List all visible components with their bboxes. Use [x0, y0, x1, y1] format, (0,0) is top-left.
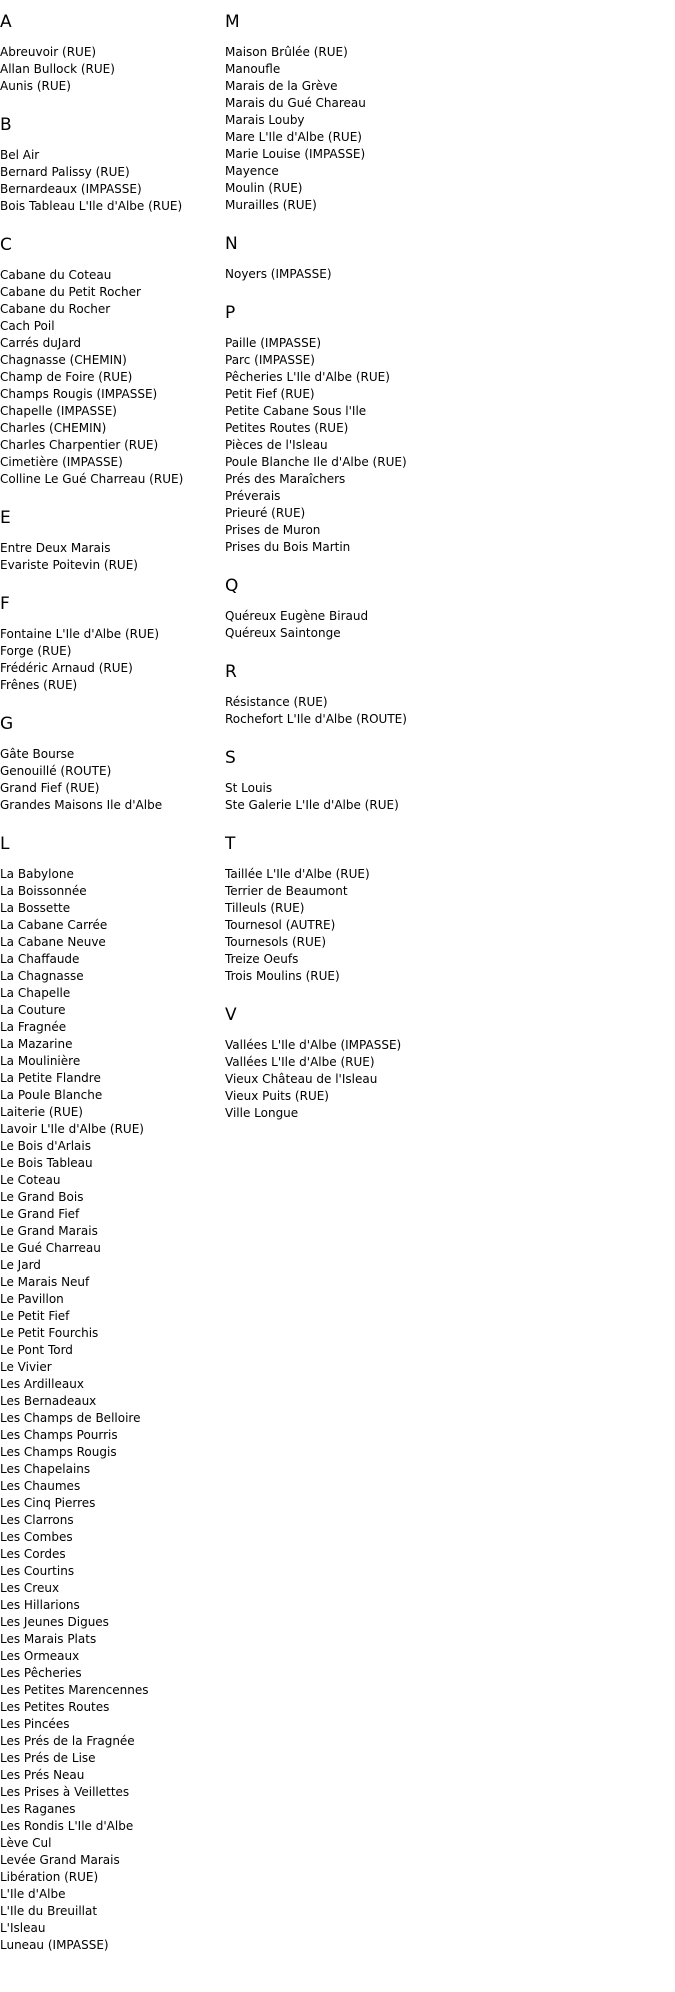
street-item: Marais de la Grève — [225, 79, 338, 93]
street-item: La Chagnasse — [0, 969, 84, 983]
street-item: Les Rondis L'Ile d'Albe — [0, 1819, 134, 1833]
street-item: Bernardeaux (IMPASSE) — [0, 182, 142, 196]
street-item: La Cabane Carrée — [0, 918, 108, 932]
street-item: Les Prises à Veillettes — [0, 1785, 130, 1799]
street-item: Bernard Palissy (RUE) — [0, 165, 130, 179]
street-item: Terrier de Beaumont — [225, 884, 348, 898]
street-item: Lève Cul — [0, 1836, 52, 1850]
street-item: La Fragnée — [0, 1020, 67, 1034]
street-item: Grand Fief (RUE) — [0, 781, 100, 795]
section-letter-p: P — [225, 303, 236, 323]
street-item: Mayence — [225, 164, 279, 178]
street-item: Grandes Maisons Ile d'Albe — [0, 798, 163, 812]
street-list — [0, 147, 225, 215]
street-item: Vieux Puits (RUE) — [225, 1089, 329, 1103]
street-item: Entre Deux Marais — [0, 541, 111, 555]
street-item: Cabane du Rocher — [0, 302, 111, 316]
section-letter-m: M — [225, 12, 240, 32]
street-item: La Babylone — [0, 867, 74, 881]
street-item: Quéreux Eugène Biraud — [225, 609, 369, 623]
street-item: Les Chaumes — [0, 1479, 81, 1493]
street-item: Ville Longue — [225, 1106, 299, 1120]
street-item: La Boissonnée — [0, 884, 87, 898]
street-item: L'Ile d'Albe — [0, 1887, 66, 1901]
street-item: Le Vivier — [0, 1360, 52, 1374]
street-list — [225, 44, 665, 214]
street-item: Taillée L'Ile d'Albe (RUE) — [225, 867, 370, 881]
street-item: La Chapelle — [0, 986, 71, 1000]
street-item: Les Creux — [0, 1581, 60, 1595]
section-m — [225, 10, 665, 214]
street-item: Le Bois Tableau — [0, 1156, 93, 1170]
street-item: Les Pincées — [0, 1717, 70, 1731]
street-item: Paille (IMPASSE) — [225, 336, 321, 350]
section-r — [225, 660, 665, 728]
street-list — [0, 540, 225, 574]
street-item: Aunis (RUE) — [0, 79, 71, 93]
street-item: Prés des Maraîchers — [225, 472, 346, 486]
street-item: Frédéric Arnaud (RUE) — [0, 661, 133, 675]
street-item: Rochefort L'Ile d'Albe (ROUTE) — [225, 712, 407, 726]
street-item: Le Pavillon — [0, 1292, 64, 1306]
street-item: Carrés duJard — [0, 336, 82, 350]
street-item: Treize Oeufs — [225, 952, 299, 966]
section-letter-b: B — [0, 115, 12, 135]
street-item: Cabane du Coteau — [0, 268, 112, 282]
section-q — [225, 574, 665, 642]
street-item: Gâte Bourse — [0, 747, 75, 761]
street-list — [225, 780, 665, 814]
section-f — [0, 592, 225, 694]
street-item: Les Ormeaux — [0, 1649, 80, 1663]
street-item: Quéreux Saintonge — [225, 626, 341, 640]
street-item: Le Grand Bois — [0, 1190, 84, 1204]
street-item: Pièces de l'Isleau — [225, 438, 328, 452]
street-item: Les Hillarions — [0, 1598, 80, 1612]
section-g — [0, 712, 225, 814]
street-item: Abreuvoir (RUE) — [0, 45, 97, 59]
street-item: L'Ile du Breuillat — [0, 1904, 98, 1918]
street-item: Libération (RUE) — [0, 1870, 99, 1884]
street-item: Bel Air — [0, 148, 40, 162]
street-item: Les Ardilleaux — [0, 1377, 84, 1391]
street-item: Cabane du Petit Rocher — [0, 285, 141, 299]
section-letter-t: T — [225, 834, 236, 854]
street-item: Champs Rougis (IMPASSE) — [0, 387, 158, 401]
street-item: Tournesols (RUE) — [225, 935, 327, 949]
street-item: Manoufle — [225, 62, 281, 76]
street-item: Les Champs Rougis — [0, 1445, 117, 1459]
section-letter-l: L — [0, 834, 10, 854]
street-item: Les Combes — [0, 1530, 73, 1544]
street-item: Laiterie (RUE) — [0, 1105, 83, 1119]
street-item: Champ de Foire (RUE) — [0, 370, 133, 384]
street-item: Le Marais Neuf — [0, 1275, 90, 1289]
street-item: Les Champs de Belloire — [0, 1411, 141, 1425]
street-item: Vieux Château de l'Isleau — [225, 1072, 378, 1086]
street-item: Chagnasse (CHEMIN) — [0, 353, 127, 367]
street-item: La Moulinière — [0, 1054, 81, 1068]
street-item: Prises de Muron — [225, 523, 321, 537]
street-item: Charles Charpentier (RUE) — [0, 438, 159, 452]
street-item: Le Bois d'Arlais — [0, 1139, 91, 1153]
street-item: Colline Le Gué Charreau (RUE) — [0, 472, 184, 486]
street-item: Maison Brûlée (RUE) — [225, 45, 348, 59]
section-p — [225, 301, 665, 556]
street-list — [225, 1037, 665, 1122]
street-item: Le Grand Marais — [0, 1224, 98, 1238]
street-item: Les Raganes — [0, 1802, 76, 1816]
section-s — [225, 746, 665, 814]
street-item: Les Courtins — [0, 1564, 75, 1578]
street-item: Le Pont Tord — [0, 1343, 73, 1357]
section-c — [0, 233, 225, 488]
street-item: Les Prés de Lise — [0, 1751, 96, 1765]
section-letter-s: S — [225, 748, 236, 768]
street-item: Tilleuls (RUE) — [225, 901, 305, 915]
street-item: Le Petit Fief — [0, 1309, 70, 1323]
street-item: Prises du Bois Martin — [225, 540, 351, 554]
street-item: Murailles (RUE) — [225, 198, 317, 212]
street-item: Trois Moulins (RUE) — [225, 969, 340, 983]
street-item: Les Champs Pourris — [0, 1428, 118, 1442]
street-item: Le Jard — [0, 1258, 41, 1272]
street-item: Les Pêcheries — [0, 1666, 82, 1680]
street-item: La Chaffaude — [0, 952, 80, 966]
street-item: Le Coteau — [0, 1173, 61, 1187]
street-item: Vallées L'Ile d'Albe (IMPASSE) — [225, 1038, 402, 1052]
street-item: La Poule Blanche — [0, 1088, 103, 1102]
street-item: Les Petites Routes — [0, 1700, 110, 1714]
section-letter-v: V — [225, 1005, 237, 1025]
street-item: Marais du Gué Chareau — [225, 96, 366, 110]
section-v — [225, 1003, 665, 1122]
section-letter-e: E — [0, 508, 11, 528]
street-item: Bois Tableau L'Ile d'Albe (RUE) — [0, 199, 183, 213]
street-item: Les Jeunes Digues — [0, 1615, 109, 1629]
street-item: Parc (IMPASSE) — [225, 353, 315, 367]
street-item: Chapelle (IMPASSE) — [0, 404, 117, 418]
street-item: Frênes (RUE) — [0, 678, 78, 692]
street-item: Ste Galerie L'Ile d'Albe (RUE) — [225, 798, 399, 812]
street-list — [0, 866, 225, 1954]
street-item: Résistance (RUE) — [225, 695, 328, 709]
street-item: L'Isleau — [0, 1921, 46, 1935]
street-item: Les Cinq Pierres — [0, 1496, 96, 1510]
street-item: Mare L'Ile d'Albe (RUE) — [225, 130, 362, 144]
street-item: Préverais — [225, 489, 281, 503]
street-item: Luneau (IMPASSE) — [0, 1938, 109, 1952]
section-letter-q: Q — [225, 576, 239, 596]
street-item: Moulin (RUE) — [225, 181, 303, 195]
street-list — [225, 608, 665, 642]
street-item: Les Prés Neau — [0, 1768, 85, 1782]
street-list — [0, 44, 225, 95]
street-list — [225, 266, 665, 283]
street-item: Petite Cabane Sous l'Ile — [225, 404, 367, 418]
street-item: Genouillé (ROUTE) — [0, 764, 112, 778]
street-item: Prieuré (RUE) — [225, 506, 306, 520]
street-item: Pêcheries L'Ile d'Albe (RUE) — [225, 370, 390, 384]
street-item: Lavoir L'Ile d'Albe (RUE) — [0, 1122, 144, 1136]
street-item: Forge (RUE) — [0, 644, 72, 658]
section-letter-g: G — [0, 714, 14, 734]
section-l — [0, 832, 225, 1954]
street-item: La Petite Flandre — [0, 1071, 101, 1085]
street-item: Marais Louby — [225, 113, 305, 127]
section-letter-f: F — [0, 594, 10, 614]
street-item: Petites Routes (RUE) — [225, 421, 349, 435]
street-item: Cach Poil — [0, 319, 55, 333]
street-item: Tournesol (AUTRE) — [225, 918, 336, 932]
street-item: Les Cordes — [0, 1547, 66, 1561]
right-column — [225, 10, 665, 1140]
section-a — [0, 10, 225, 95]
section-t — [225, 832, 665, 985]
street-item: La Bossette — [0, 901, 71, 915]
street-item: Le Grand Fief — [0, 1207, 80, 1221]
street-item: Marie Louise (IMPASSE) — [225, 147, 366, 161]
street-item: Allan Bullock (RUE) — [0, 62, 115, 76]
street-item: Le Petit Fourchis — [0, 1326, 99, 1340]
street-list — [225, 335, 665, 556]
street-item: Les Prés de la Fragnée — [0, 1734, 135, 1748]
street-item: Charles (CHEMIN) — [0, 421, 107, 435]
street-item: Les Clarrons — [0, 1513, 74, 1527]
street-item: La Mazarine — [0, 1037, 73, 1051]
street-item: Evariste Poitevin (RUE) — [0, 558, 138, 572]
section-letter-a: A — [0, 12, 12, 32]
section-n — [225, 232, 665, 283]
street-item: La Couture — [0, 1003, 66, 1017]
street-item: Les Bernadeaux — [0, 1394, 97, 1408]
street-item: Les Chapelains — [0, 1462, 91, 1476]
street-item: Les Petites Marencennes — [0, 1683, 149, 1697]
street-item: Petit Fief (RUE) — [225, 387, 315, 401]
street-item: Levée Grand Marais — [0, 1853, 120, 1867]
street-item: Poule Blanche Ile d'Albe (RUE) — [225, 455, 407, 469]
street-item: Le Gué Charreau — [0, 1241, 101, 1255]
street-item: St Louis — [225, 781, 273, 795]
street-item: Cimetière (IMPASSE) — [0, 455, 123, 469]
section-b — [0, 113, 225, 215]
street-list — [225, 866, 665, 985]
street-list — [225, 694, 665, 728]
left-column — [0, 10, 225, 1972]
street-item: Les Marais Plats — [0, 1632, 97, 1646]
street-item: Vallées L'Ile d'Albe (RUE) — [225, 1055, 375, 1069]
street-item: Noyers (IMPASSE) — [225, 267, 332, 281]
section-e — [0, 506, 225, 574]
street-item: Fontaine L'Ile d'Albe (RUE) — [0, 627, 160, 641]
street-item: La Cabane Neuve — [0, 935, 106, 949]
section-letter-n: N — [225, 234, 238, 254]
street-list — [0, 746, 225, 814]
street-list — [0, 626, 225, 694]
street-list — [0, 267, 225, 488]
section-letter-r: R — [225, 662, 237, 682]
section-letter-c: C — [0, 235, 12, 255]
